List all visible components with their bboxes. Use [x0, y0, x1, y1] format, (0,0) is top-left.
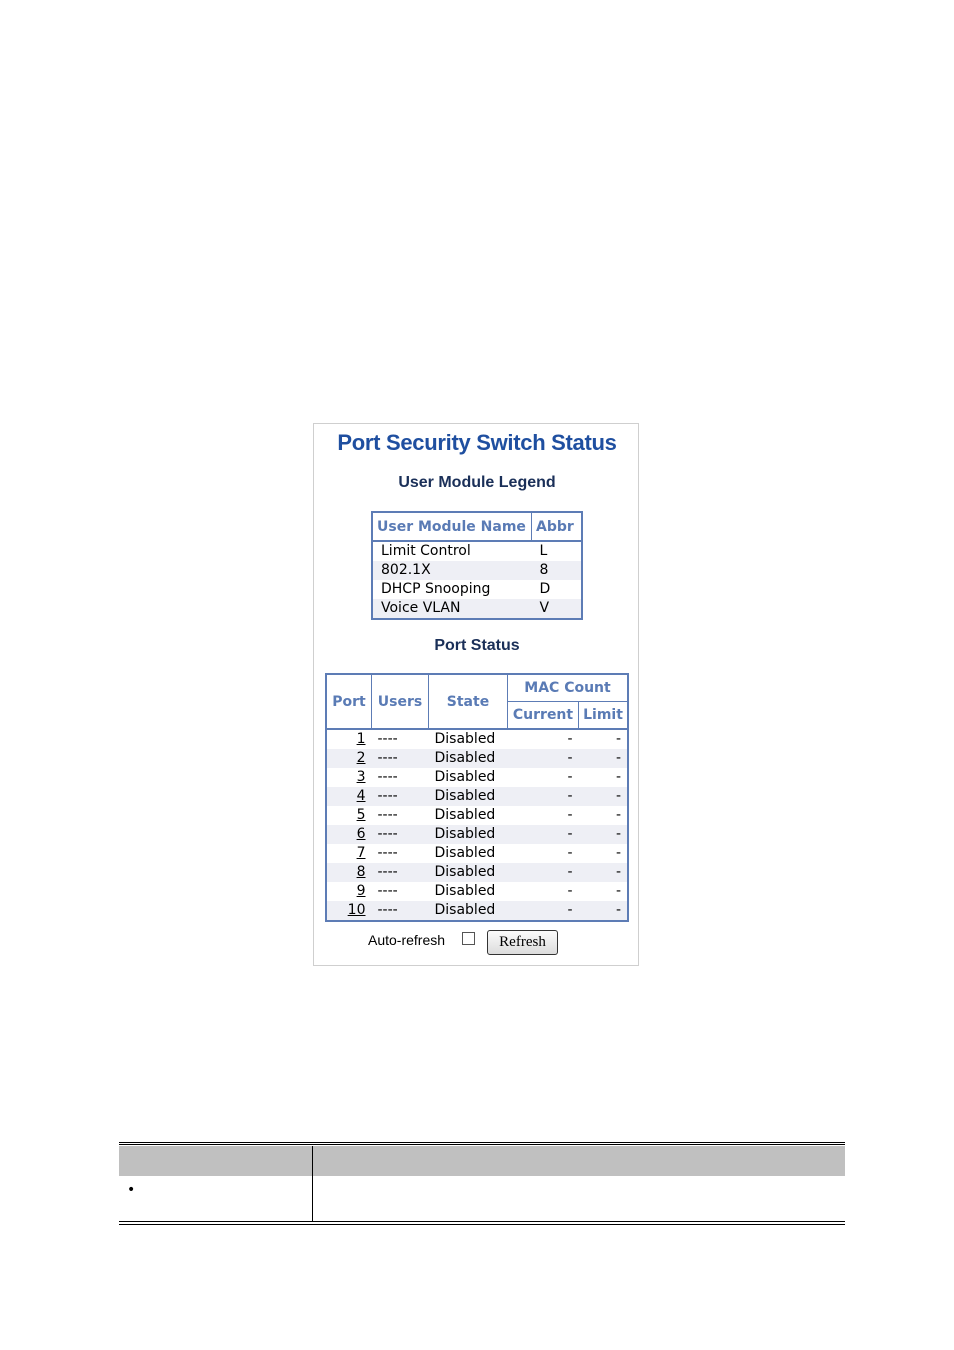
col-header-mac-count: MAC Count: [508, 674, 629, 702]
table-bottom-rule: [119, 1221, 845, 1225]
table-row: [326, 787, 628, 806]
legend-module-name: Limit Control: [372, 541, 532, 561]
limit-cell: -: [579, 825, 629, 844]
limit-cell: -: [579, 749, 629, 768]
state-cell: Disabled: [429, 882, 508, 901]
port-link[interactable]: 8: [356, 864, 366, 880]
users-cell: ----: [372, 882, 429, 901]
state-cell: Disabled: [429, 901, 508, 921]
legend-row: [372, 541, 582, 561]
port-security-panel: [313, 423, 639, 966]
parameter-description-table: [119, 1142, 845, 1224]
legend-module-name: Voice VLAN: [372, 599, 532, 619]
users-cell: ----: [372, 806, 429, 825]
table-row: [326, 768, 628, 787]
legend-row: [372, 561, 582, 580]
port-link[interactable]: 1: [356, 731, 366, 747]
port-status-title: Port Status: [434, 637, 520, 654]
legend-title: User Module Legend: [398, 474, 556, 491]
auto-refresh-label: Auto-refresh: [368, 932, 446, 948]
legend-module-name: DHCP Snooping: [372, 580, 532, 599]
col-header-port: Port: [326, 674, 372, 729]
table-row: [326, 901, 628, 921]
limit-cell: -: [579, 768, 629, 787]
users-cell: ----: [372, 729, 429, 749]
table-row: [326, 863, 628, 882]
auto-refresh-checkbox[interactable]: [462, 932, 475, 945]
current-cell: -: [508, 825, 579, 844]
port-link[interactable]: 5: [356, 807, 366, 823]
port-status-table: [325, 673, 629, 922]
limit-cell: -: [579, 901, 629, 921]
table-row: [326, 749, 628, 768]
user-module-legend-table: [371, 511, 583, 620]
col-header-users: Users: [372, 674, 429, 729]
state-cell: Disabled: [429, 825, 508, 844]
legend-module-abbr: 8: [532, 561, 583, 580]
table-row: [326, 882, 628, 901]
port-link[interactable]: 6: [356, 826, 366, 842]
current-cell: -: [508, 901, 579, 921]
state-cell: Disabled: [429, 768, 508, 787]
legend-header-abbr: Abbr: [532, 512, 583, 541]
legend-row: [372, 580, 582, 599]
table-row: [326, 729, 628, 749]
limit-cell: -: [579, 729, 629, 749]
bullet-marker: •: [127, 1182, 136, 1198]
users-cell: ----: [372, 749, 429, 768]
column-divider: [312, 1146, 313, 1222]
legend-module-abbr: V: [532, 599, 583, 619]
limit-cell: -: [579, 844, 629, 863]
col-header-current: Current: [508, 702, 579, 730]
state-cell: Disabled: [429, 749, 508, 768]
current-cell: -: [508, 844, 579, 863]
table-header-row: [119, 1146, 845, 1176]
legend-module-name: 802.1X: [372, 561, 532, 580]
users-cell: ----: [372, 844, 429, 863]
users-cell: ----: [372, 787, 429, 806]
page-title: Port Security Switch Status: [337, 430, 617, 455]
legend-row: [372, 599, 582, 619]
current-cell: -: [508, 787, 579, 806]
port-link[interactable]: 10: [347, 902, 366, 918]
users-cell: ----: [372, 825, 429, 844]
col-header-state: State: [429, 674, 508, 729]
users-cell: ----: [372, 768, 429, 787]
legend-header-name: User Module Name: [372, 512, 532, 541]
current-cell: -: [508, 768, 579, 787]
table-row: [326, 825, 628, 844]
port-link[interactable]: 7: [356, 845, 366, 861]
table-row: [326, 806, 628, 825]
legend-module-abbr: D: [532, 580, 583, 599]
users-cell: ----: [372, 863, 429, 882]
users-cell: ----: [372, 901, 429, 921]
limit-cell: -: [579, 882, 629, 901]
current-cell: -: [508, 882, 579, 901]
port-link[interactable]: 4: [356, 788, 366, 804]
state-cell: Disabled: [429, 844, 508, 863]
state-cell: Disabled: [429, 806, 508, 825]
limit-cell: -: [579, 787, 629, 806]
port-link[interactable]: 9: [356, 883, 366, 899]
col-header-limit: Limit: [579, 702, 629, 730]
state-cell: Disabled: [429, 863, 508, 882]
limit-cell: -: [579, 863, 629, 882]
port-link[interactable]: 3: [356, 769, 366, 785]
current-cell: -: [508, 749, 579, 768]
table-top-rule: [119, 1142, 845, 1145]
state-cell: Disabled: [429, 787, 508, 806]
refresh-button[interactable]: Refresh: [487, 930, 558, 955]
port-link[interactable]: 2: [356, 750, 366, 766]
legend-module-abbr: L: [532, 541, 583, 561]
current-cell: -: [508, 863, 579, 882]
table-row: [326, 844, 628, 863]
state-cell: Disabled: [429, 729, 508, 749]
current-cell: -: [508, 729, 579, 749]
current-cell: -: [508, 806, 579, 825]
limit-cell: -: [579, 806, 629, 825]
